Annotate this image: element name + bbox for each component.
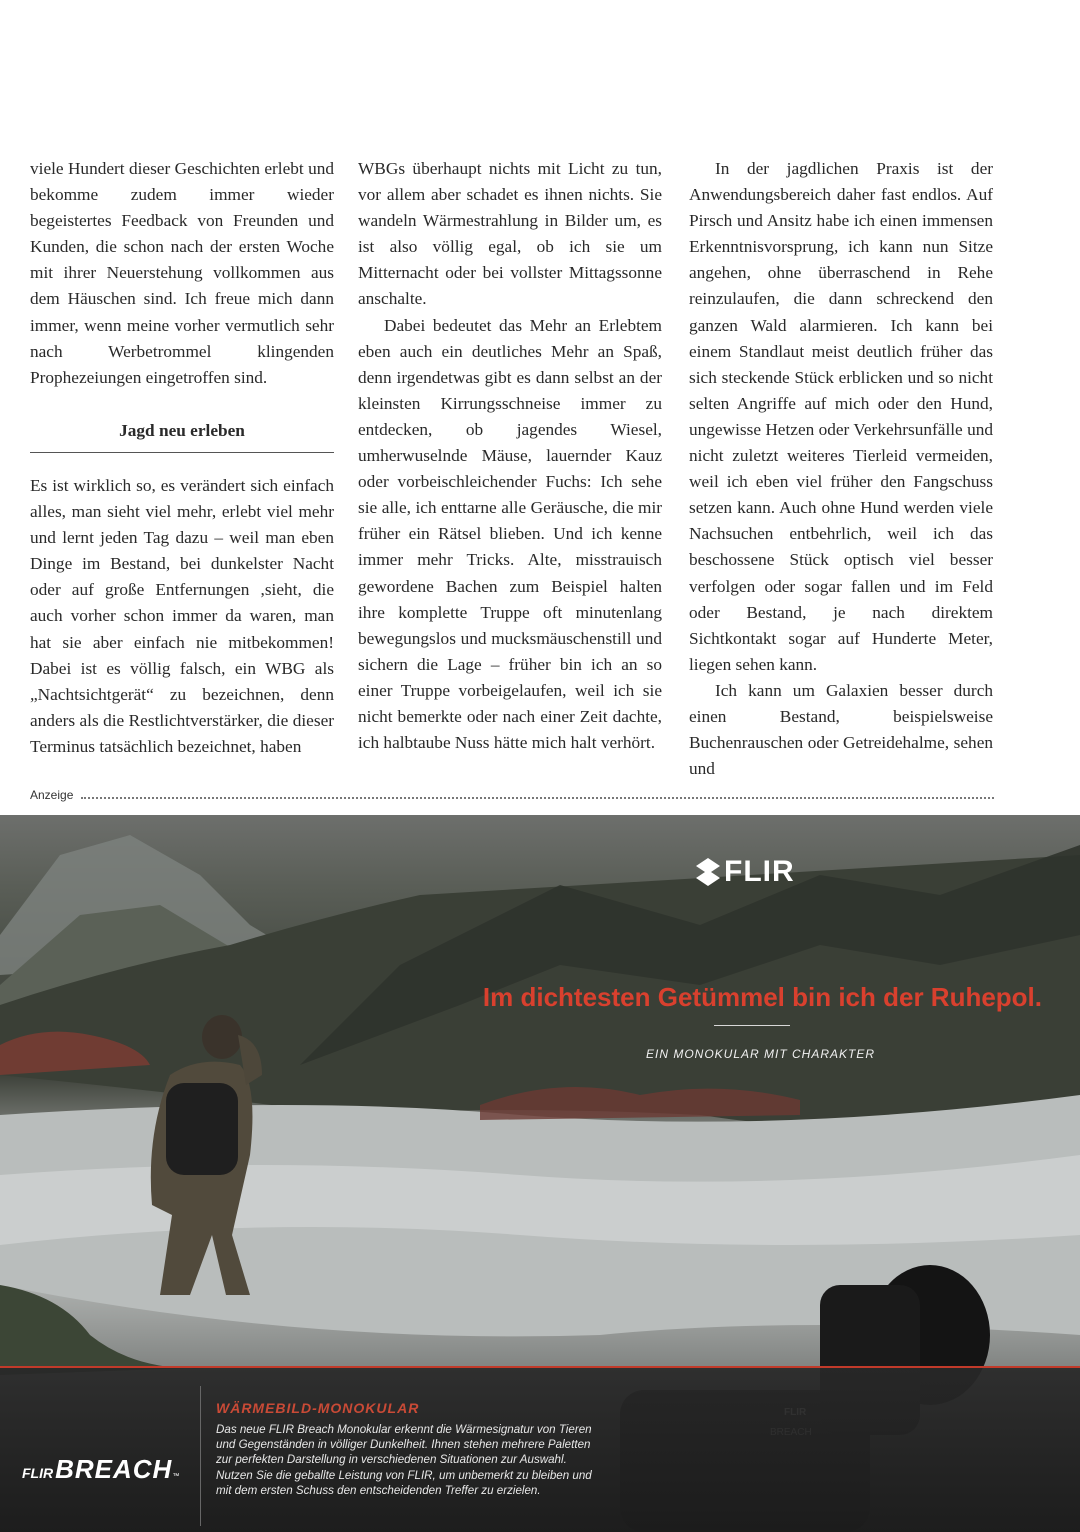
article-paragraph: viele Hundert dieser Geschichten erlebt und bekomme zudem immer wieder begeistertes Feedback von Freunden und Kunden, die schon nach der ersten Woche mit ihrer Neuerstehung vollkommen aus dem Häuschen sind. Ich freue mich dann immer, wenn meine vorher vermutlich sehr nach Werbetrommel klingenden Prophezeiungen eingetroffen sind.: [30, 159, 334, 387]
section-heading: Jagd neu erleben: [30, 418, 334, 453]
brand-large: BREACH: [55, 1454, 173, 1484]
flir-advertisement[interactable]: [0, 815, 1080, 1532]
flir-logo: [696, 855, 795, 889]
ad-label-row: [30, 786, 994, 804]
article-paragraph: Ich kann um Galaxien besser durch einen Bestand, beispielsweise Buchenrauschen oder Getreidehalme, sehen und: [689, 680, 993, 779]
flir-logo-icon: [696, 858, 720, 886]
product-title: WÄRMEBILD-MONOKULAR: [216, 1400, 420, 1416]
ad-vertical-divider: [200, 1386, 201, 1526]
ad-label: Anzeige: [30, 788, 74, 802]
brand-small: FLIR: [22, 1465, 54, 1481]
article-paragraph: WBGs überhaupt nichts mit Licht zu tun, vor allem aber schadet es ihnen nichts. Sie wandeln Wärmestrahlung in Bilder um, es ist also völlig egal, ob ich sie um Mitternacht oder bei vollster Mittagssonne anschalte.: [358, 159, 662, 309]
article-column-1: [30, 156, 334, 760]
flir-logo-text: FLIR: [724, 855, 795, 888]
ad-headline: Im dichtesten Getümmel bin ich der Ruhepol.: [482, 982, 1042, 1012]
article-paragraph: Dabei bedeutet das Mehr an Erlebtem eben auch ein deutliches Mehr an Spaß, denn irgendetwas gibt es dann selbst an der kleinsten Kirrungsschneise immer zu entdecken, ob jagendes Wiesel, umherwuselnde Mäuse, lauernder Kauz oder vorbeischleichender Fuchs: Ich sehe sie alle, ich enttarne alle Geräusche, die mir früher ein Rätsel blieben. Und ich kenne immer mehr Tricks. Alte, misstrauisch gewordene Bachen zum Beispiel halten ihre komplette Truppe oft minutenlang bewegungslos und mucksmäuschenstill und sichern die Lage – früher bin ich an so einer Truppe vorbeigelaufen, weil ich sie nicht bemerkte oder nach einer Zeit dachte, ich halbtaube Nuss hätte mich halt verhört.: [358, 315, 662, 753]
article-column-2: [358, 156, 662, 756]
ad-info-bar: [0, 1366, 1080, 1532]
article-paragraph: Es ist wirklich so, es verändert sich einfach alles, man sieht viel mehr, erlebt viel mehr und lernt jeden Tag dazu – weil man eben Dinge im Bestand, bei dunkelster Nacht oder auf große Entfernungen ,sieht, die auch vorher schon immer da waren, man hat sie aber einfach nie mitbekommen! Dabei ist es völlig falsch, ein WBG als „Nachtsichtgerät“ zu bezeichnen, denn anders als die Restlichtverstärker, die dieser Terminus tatsächlich bezeichnet, haben: [30, 475, 334, 756]
ad-subline: EIN MONOKULAR MIT CHARAKTER: [646, 1047, 876, 1061]
product-description: Das neue FLIR Breach Monokular erkennt die Wärmesignatur von Tieren und Gegenständen in völliger Dunkelheit. Ihnen stehen mehrere Paletten zur perfekten Darstellung in verschiedenen Situationen zur Auswahl. Nutzen Sie die geballte Leistung von FLIR, um unbemerkt zu bleiben und mit dem ersten Schuss den entscheidenden Treffer zu erzielen.: [216, 1423, 592, 1497]
article-column-3: [689, 156, 993, 782]
dotted-divider: [81, 797, 994, 799]
ad-divider: [714, 1025, 790, 1026]
flir-breach-brand: [22, 1454, 179, 1485]
article-paragraph: In der jagdlichen Praxis ist der Anwendungsbereich daher fast endlos. Auf Pirsch und Ansitz habe ich einen immensen Erkenntnisvorsprung, ich kann nun Sitze angehen, ohne überraschend in Rehe reinzulaufen, die dann schreckend den ganzen Wald alarmieren. Ich kann bei einem Standlaut meist deutlich früher das sich steckende Stück erblicken und so nicht selten Angriffe auf mich oder den Hund, ungewisse Hetzen oder Verkehrsunfälle und nicht zuletzt weiteres Tierleid vermeiden, weil ich eben viel früher den Fangschuss setzen kann. Auch ohne Hund werden viele Nachsuchen entbehrlich, weil ich das beschossene Stück optisch viel besser verfolgen oder sogar fallen und im Feld oder Bestand, je nach direktem Sichtkontakt sogar auf Hunderte Meter, liegen sehen kann.: [689, 159, 993, 674]
trademark-symbol: ™: [172, 1473, 180, 1480]
